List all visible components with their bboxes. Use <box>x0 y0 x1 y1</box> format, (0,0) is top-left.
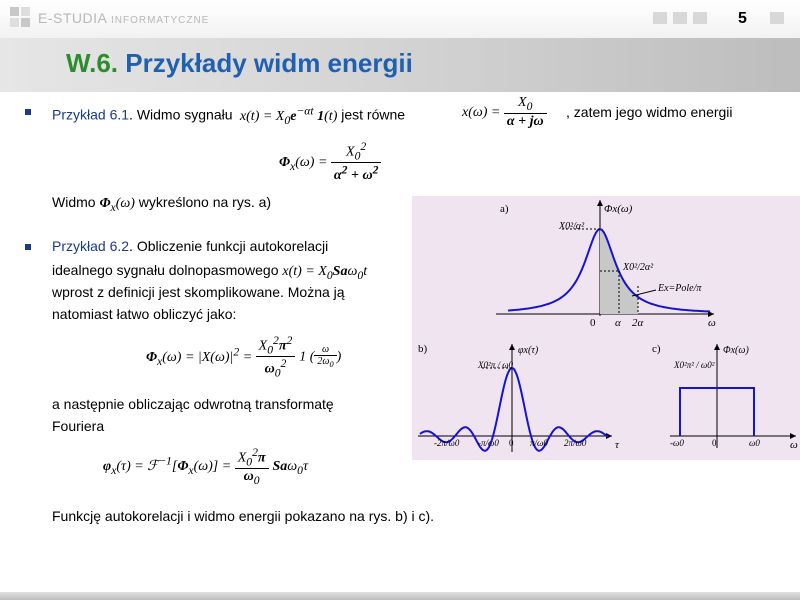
svg-text:2α: 2α <box>632 317 644 329</box>
svg-text:Φx(ω): Φx(ω) <box>723 345 749 356</box>
bottom-bar <box>0 592 800 600</box>
example2-line7: Funkcję autokorelacji i widmo energii pokazano na rys. b) i c). <box>52 508 435 524</box>
example2-line1: Przykład 6.2. Obliczenie funkcji autokorelacji <box>52 238 329 254</box>
example2-line2: idealnego sygnału dolnopasmowego $x(t) = X_0Sa\omega_0t$ <box>52 262 368 282</box>
svg-text:-2π/ω0: -2π/ω0 <box>434 438 460 448</box>
svg-text:X0²π² / ω0²: X0²π² / ω0² <box>674 360 715 370</box>
svg-text:0: 0 <box>509 438 514 448</box>
nav-square-3[interactable] <box>693 12 707 24</box>
svg-text:a): a) <box>500 203 509 215</box>
svg-text:τ: τ <box>615 439 619 451</box>
example1-tail: , zatem jego widmo energii <box>566 104 733 120</box>
figure-panel <box>412 196 800 460</box>
example1-line: Przykład 6.1. Widmo sygnału $x(t) = X_0e^{-\alpha t}$ 1(t) jest równe <box>52 104 406 127</box>
bullet-1 <box>25 109 31 115</box>
svg-text:X0²/2α²: X0²/2α² <box>623 262 654 273</box>
svg-text:ω: ω <box>790 439 798 451</box>
svg-text:ω0: ω0 <box>749 438 760 448</box>
svg-text:2π/ω0: 2π/ω0 <box>564 438 587 448</box>
bullet-2 <box>25 244 31 250</box>
example2-line3: wprost z definicji jest skomplikowane. Można ją <box>52 284 345 300</box>
nav-square-2[interactable] <box>673 12 687 24</box>
autocorr-formula: $\varphi_x(\tau)$ = $ℱ^{-1}[\Phi_x(\omega)]$ = $\frac{X_0^2\pi}{\omega_0}$ Saω$_0$τ <box>103 446 308 488</box>
fourier-formula: x(ω) = $\frac{X_0}{\alpha + j\omega}$ <box>462 95 547 130</box>
svg-text:ω: ω <box>708 317 716 329</box>
spectrum-line: Widmo $\Phi_x(\omega)$ wykreślono na rys. a) <box>52 194 272 214</box>
plot-b <box>418 343 620 452</box>
svg-text:b): b) <box>418 343 428 355</box>
logo-text: E-STUDIA INFORMATYCZNE <box>38 10 210 26</box>
logo <box>10 7 209 29</box>
example2-line5: a następnie obliczając odwrotną transformatę <box>52 396 334 412</box>
example1-label: Przykład 6.1 <box>52 106 130 123</box>
next-square[interactable] <box>770 12 784 24</box>
logo-mark-icon <box>10 7 32 29</box>
page-title: W.6. Przykłady widm energii <box>66 48 413 78</box>
energy-formula: $\Phi_x(\omega)$ = $\frac{X_0^2}{\alpha^2 + \omega^2}$ <box>279 140 381 184</box>
plot-a <box>496 200 716 329</box>
page-number: 5 <box>738 10 747 27</box>
svg-text:0: 0 <box>712 438 717 448</box>
svg-text:X0²π / ω0: X0²π / ω0 <box>478 360 514 370</box>
plot-c <box>652 343 798 451</box>
svg-text:X0²/α²: X0²/α² <box>559 221 585 232</box>
nav-square-1[interactable] <box>653 12 667 24</box>
svg-text:α: α <box>615 317 621 329</box>
autocorr-spectrum-formula: $\Phi_x(\omega) = |X(\omega)|^2$ = $\frac{X_0^2\pi^2}{\omega_0^2}$ 1 ( $\frac{\omega}{2\omega_0}$ ) <box>146 334 342 380</box>
svg-text:0: 0 <box>590 317 596 329</box>
signal-formula: $x(t) = X_0e^{-\alpha t}$ 1(t) <box>236 104 338 127</box>
example2-label: Przykład 6.2 <box>52 238 130 254</box>
svg-text:Φx(ω): Φx(ω) <box>604 203 633 215</box>
svg-text:-π/ω0: -π/ω0 <box>478 438 499 448</box>
svg-text:π/ω0: π/ω0 <box>530 438 548 448</box>
svg-text:-ω0: -ω0 <box>670 438 684 448</box>
svg-text:Ex=Pole/π: Ex=Pole/π <box>658 283 702 294</box>
example2-line4: natomiast łatwo obliczyć jako: <box>52 306 237 322</box>
header-bar <box>0 0 800 38</box>
nav-squares <box>653 12 707 24</box>
figure-svg <box>412 196 800 460</box>
svg-text:c): c) <box>652 343 661 355</box>
svg-text:φx(τ): φx(τ) <box>518 345 539 356</box>
example2-line6: Fouriera <box>52 418 105 434</box>
